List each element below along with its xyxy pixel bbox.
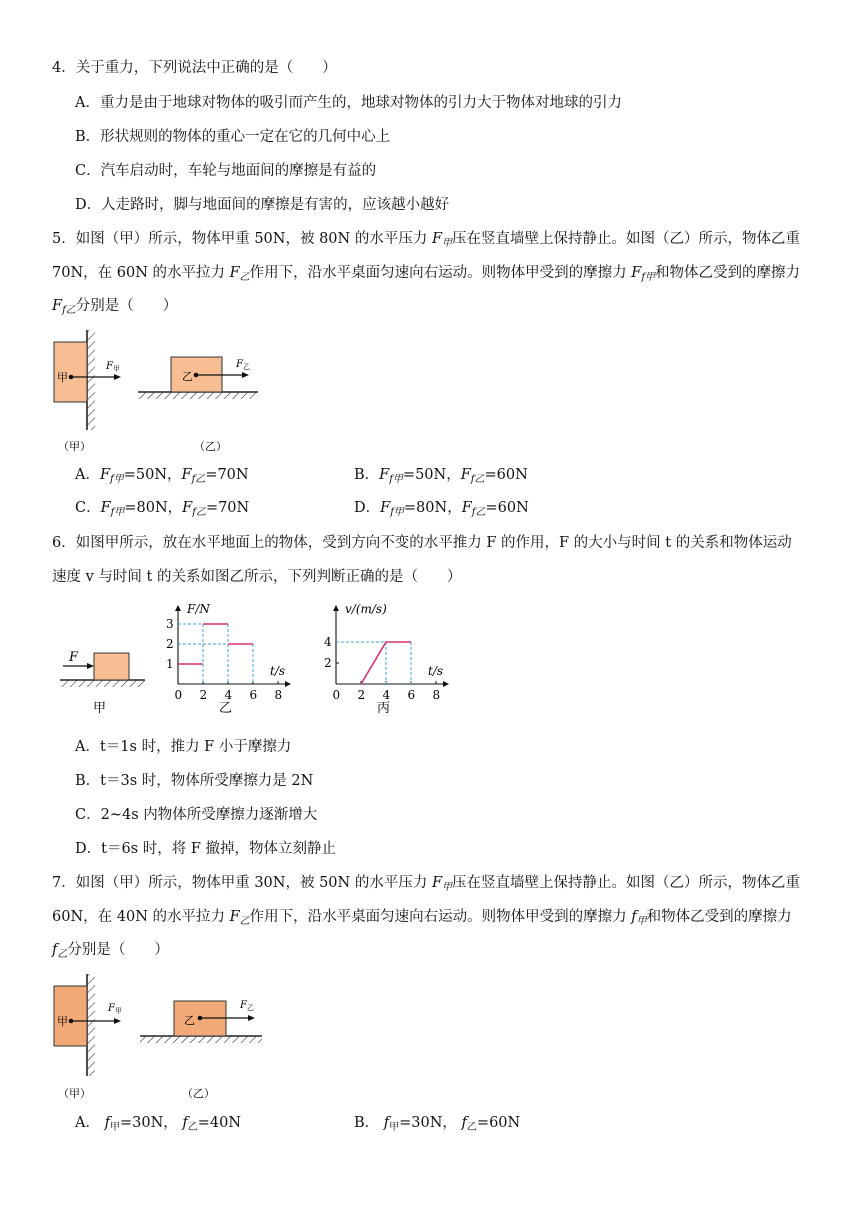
q7-stem-line2: 60N，在 40N 的水平拉力 $F_乙$作用下，沿水平桌面匀速向右运动。则物体甲受到的摩擦力 $f_甲$和物体乙受到的摩擦力 — [52, 909, 792, 927]
y-tick-label: 4 — [324, 635, 332, 649]
y-axis-arrow-icon — [333, 605, 339, 611]
q5-option-d: D．$F_{f甲}=80N$，$F_{f乙}=60N$ — [354, 500, 529, 518]
q6-chart-force — [160, 600, 300, 720]
q5-option-a: A．$F_{f甲}=50N$，$F_{f乙}=70N$ — [75, 467, 249, 485]
x-axis-label: t/s — [270, 664, 286, 678]
x-tick-label: 0 — [332, 688, 341, 702]
q6-option-b: B．t＝3s 时，物体所受摩擦力是 2N — [75, 773, 314, 789]
y-tick-label: 2 — [166, 637, 174, 651]
push-label: F — [69, 650, 79, 665]
q6-option-a: A．t＝1s 时，推力 F 小于摩擦力 — [75, 739, 292, 755]
x-axis-label: t/s — [428, 664, 444, 678]
y-tick-label: 1 — [166, 657, 174, 671]
chart-caption: 丙 — [377, 701, 391, 716]
arrow-head-icon — [248, 1015, 255, 1021]
q6-stem-line1: 6．如图甲所示，放在水平地面上的物体，受到方向不变的水平推力 F 的作用，F 的大小与时间 t 的关系和物体运动 — [52, 535, 792, 551]
x-tick-label: 8 — [274, 688, 283, 702]
q4-option-c: C．汽车启动时，车轮与地面间的摩擦是有益的 — [75, 163, 377, 179]
chart-caption: 乙 — [219, 701, 233, 716]
x-tick-label: 4 — [382, 688, 391, 702]
q6-option-d: D．t＝6s 时，将 F 撤掉，物体立刻静止 — [75, 841, 337, 857]
q4-stem: 4．关于重力，下列说法中正确的是（ ） — [52, 60, 337, 76]
q5-stem-line2: 70N，在 60N 的水平拉力 $F_乙$作用下，沿水平桌面匀速向右运动。则物体甲受到的摩擦力 $F_{f甲}$和物体乙受到的摩擦力 — [52, 265, 801, 283]
arrow-head-icon — [242, 372, 249, 378]
q6-option-c: C．2~4s 内物体所受摩擦力逐渐增大 — [75, 807, 318, 823]
block-jia-label: 甲 — [57, 371, 68, 384]
caption-yi: （乙） — [194, 440, 227, 453]
arrow-head-icon — [114, 374, 121, 380]
wall-hatch — [87, 330, 95, 430]
ground-hatch — [140, 1036, 262, 1043]
y-tick-label: 3 — [166, 617, 174, 631]
q5-option-b: B．$F_{f甲}=50N$，$F_{f乙}=60N$ — [354, 467, 528, 485]
q7-stem-line3: $f_乙$分别是（ ） — [52, 942, 169, 960]
arrow-head-icon — [114, 1018, 121, 1024]
block-jia-label: 甲 — [57, 1015, 68, 1028]
block-yi-label: 乙 — [182, 370, 193, 383]
x-tick-label: 2 — [199, 688, 208, 702]
ground-hatch — [60, 680, 145, 687]
caption-jia: 甲 — [93, 701, 107, 716]
force-jia-label: $F_甲$ — [106, 361, 120, 373]
x-axis-arrow-icon — [285, 681, 291, 687]
q4-option-b: B．形状规则的物体的重心一定在它的几何中心上 — [75, 129, 391, 145]
y-axis-label: v/(m/s) — [345, 602, 387, 616]
force-yi-label: $F_乙$ — [240, 1000, 254, 1012]
caption-jia: （甲） — [58, 1087, 91, 1100]
q5-stem-line1: 5．如图（甲）所示，物体甲重 50N，被 80N 的水平压力 $F_甲$压在竖直墙壁上保持静止。如图（乙）所示，物体乙重 — [52, 231, 800, 249]
q4-option-d: D．人走路时，脚与地面间的摩擦是有害的，应该越小越好 — [75, 197, 450, 213]
x-tick-label: 0 — [174, 688, 183, 702]
force-jia-label: $F_甲$ — [108, 1003, 122, 1015]
q5-stem-line3: $F_{f乙}$分别是（ ） — [52, 298, 178, 316]
x-tick-label: 6 — [407, 688, 416, 702]
q7-stem-line1: 7．如图（甲）所示，物体甲重 30N，被 50N 的水平压力 $F_甲$压在竖直墙壁上保持静止。如图（乙）所示，物体乙重 — [52, 875, 800, 893]
q6-fig-jia — [55, 600, 150, 720]
y-tick-label: 2 — [324, 656, 332, 670]
q4-option-a: A．重力是由于地球对物体的吸引而产生的，地球对物体的引力大于物体对地球的引力 — [75, 95, 622, 111]
q6-chart-velocity — [318, 600, 458, 720]
arrow-head-icon — [87, 663, 94, 669]
q7-figure — [40, 972, 280, 1104]
caption-yi: （乙） — [182, 1087, 215, 1100]
q7-option-a: A． $f_甲=30N$， $f_乙=40N$ — [75, 1115, 242, 1133]
q7-option-b: B． $f_甲=30N$， $f_乙=60N$ — [354, 1115, 521, 1133]
q6-stem-line2: 速度 v 与时间 t 的关系如图乙所示，下列判断正确的是（ ） — [52, 569, 462, 585]
x-tick-label: 4 — [224, 688, 233, 702]
ground-hatch — [138, 392, 258, 399]
x-axis-arrow-icon — [443, 681, 449, 687]
block — [94, 653, 129, 680]
x-tick-label: 6 — [249, 688, 258, 702]
block-yi-label: 乙 — [184, 1014, 195, 1027]
y-axis-arrow-icon — [175, 605, 181, 611]
force-yi-label: $F_乙$ — [236, 359, 250, 371]
x-tick-label: 8 — [432, 688, 441, 702]
y-axis-label: F/N — [187, 602, 210, 616]
q5-figure — [40, 328, 280, 458]
caption-jia: （甲） — [58, 440, 91, 453]
q5-option-c: C．$F_{f甲}=80N$，$F_{f乙}=70N$ — [75, 500, 250, 518]
wall-hatch — [87, 974, 95, 1076]
x-tick-label: 2 — [357, 688, 366, 702]
